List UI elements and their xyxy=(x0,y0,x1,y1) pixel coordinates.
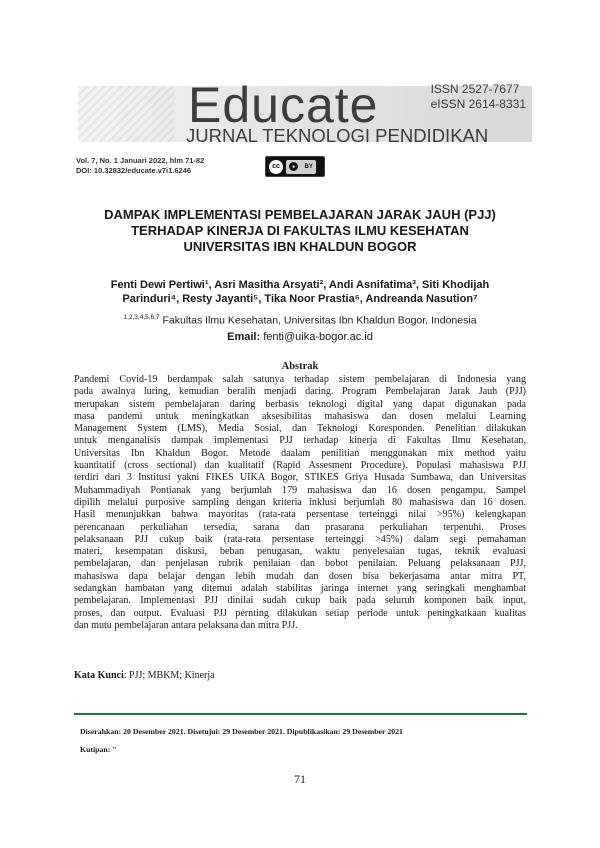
keywords xyxy=(74,669,215,682)
keywords-value: : PJJ; MBKM; Kinerja xyxy=(123,670,215,681)
keywords-label: Kata Kunci xyxy=(74,670,124,681)
abstract-line: Pandemi Covid-19 berdampak salah satunya terhadap sistem pembelajaran di Indonesia yang xyxy=(74,374,526,385)
abstract-line: terdiri dari 3 Institusi yakni FIKES UIKA Bogor, STIKES Griya Husada Sumbawa, dan Universitas xyxy=(74,472,526,484)
issn-block xyxy=(431,82,526,112)
journal-subtitle: JURNAL TEKNOLOGI PENDIDIKAN xyxy=(186,125,489,146)
author-list xyxy=(70,278,530,306)
abstract-line: Management System (LMS), Media Sosial, dan Teknologi Koresponden. Penelitian dilakukan xyxy=(74,423,526,435)
abstract-line: Universitas Ibn Khaldun Bogor. Metode daalam penilitian menggunakan mix method yaitu xyxy=(74,447,526,459)
abstract-body xyxy=(74,374,526,632)
abstract-line: Muhammadiyah Pontianak yang berjumlah 179 mahasiswa dan 16 dosen pengampu. Sampel xyxy=(74,484,526,496)
by-label: BY xyxy=(304,163,313,170)
person-icon: ● xyxy=(289,162,298,171)
author-line: Fenti Dewi Pertiwi¹, Asri Masitha Arsyati², Andi Asnifatima³, Siti Khodijah xyxy=(110,279,490,291)
abstract-line: pada awalnya luring, kemudian beralih menjadi daring. Program Pembelajaran Jarak Jauh (PJJ) xyxy=(74,386,526,398)
email-label: Email: xyxy=(227,331,261,343)
abstract-line: dipilih melalui purposive sampling dengan kriteria inklusi berjumlah 80 mahasiswa dan 16 dosen. xyxy=(74,496,526,508)
abstract-line: kuantitatif (cross sectional) dan kualitatif (Rapid Assesment Procedure). Populasi mahasiswa PJJ xyxy=(74,460,526,472)
abstract-line: masa pandemi untuk meningkatkan aksesibilitas mahasiswa dan dosen melalui Learning xyxy=(74,410,526,422)
abstract-line: dan mutu pembelajaran antara pelaksana dan mitra PJJ. xyxy=(74,619,298,631)
affiliation xyxy=(60,311,540,328)
email-address[interactable]: fenti@uika-bogor.ac.id xyxy=(260,331,373,343)
affiliation-markers: 1,2,3,4,5,6,7 xyxy=(123,314,160,321)
citation-line: Kutipan: " xyxy=(80,745,117,754)
doi-link[interactable]: DOI: 10.32832/educate.v7i1.6246 xyxy=(76,166,192,175)
page-number: 71 xyxy=(294,772,306,786)
author-line: Parinduri⁴, Resty Jayanti⁵, Tika Noor Prastia⁶, Andreanda Nasution⁷ xyxy=(122,293,478,305)
abstract-line: sedangkan hambatan yang ditemui adalah stabilitas jaringa internet yang seringkali menghambat xyxy=(74,583,526,595)
eissn: eISSN 2614-8331 xyxy=(430,97,526,111)
journal-masthead xyxy=(78,77,532,148)
title-line: TERHADAP KINERJA DI FAKULTAS ILMU KESEHATAN xyxy=(131,223,469,238)
abstract-line: pelaksanaan PJJ cukup baik (rata-rata persentase terteinggi >45%) dalam segi pemahaman xyxy=(74,533,526,545)
issn: ISSN 2527-7677 xyxy=(430,82,520,96)
cc-logo: cc xyxy=(269,160,283,174)
cc-by-license-icon[interactable] xyxy=(265,156,325,177)
affiliation-text: Fakultas Ilmu Kesehatan, Universitas Ibn Khaldun Bogor, Indonesia xyxy=(159,314,477,327)
submission-dates: Diserahkan: 20 Desember 2021. Disetujui: 29 Desember 2021. Dipublikasikan: 29 Desember 2021 xyxy=(80,727,403,736)
abstract-line: perencanaan perkuliahan tersedia, sarana dan prasarana perkuliahan terpenuhi. Proses xyxy=(74,521,526,533)
masthead-texture xyxy=(78,86,174,142)
abstract-line: materi, kesempatan diskusi, beban penugasan, waktu penyelesaian tugas, teknik evaluasi xyxy=(74,546,526,558)
abstract-line: untuk menganalisis dampak implementasi PJJ terhadap kinerja di Fakultas Ilmu Kesehatan, xyxy=(74,435,526,447)
volume-info: Vol. 7, No. 1 Januari 2022, hlm 71-82 xyxy=(76,156,205,165)
footer-divider xyxy=(74,713,527,715)
by-attribution xyxy=(286,160,316,174)
title-line: UNIVERSITAS IBN KHALDUN BOGOR xyxy=(183,239,417,254)
abstract-heading: Abstrak xyxy=(281,361,319,372)
title-line: DAMPAK IMPLEMENTASI PEMBELAJARAN JARAK JAUH (PJJ) xyxy=(104,207,496,222)
journal-title: Educate xyxy=(188,77,379,133)
abstract-line: pembelajaran. Implementasi PJJ dinilai sudah cukup baik pada seluruh komponen baik input, xyxy=(74,595,526,607)
abstract-line: pembelajaran, dan penjelasan rubrik penilaian dan bobot penilaian. Peluang pelaksanaan PJJ, xyxy=(74,558,526,570)
abstract-line: Hasil menunjukkan bahwa mayoritas (rata-rata persentase terteinggi nilai >95%) kelengkapan xyxy=(74,509,526,521)
contact-email xyxy=(60,330,540,344)
abstract-line: proses, dan output. Evaluasi PJJ pernting dilakukan setiap periode untuk peningkatkaan kualitas xyxy=(74,607,526,619)
abstract-line: mahasiswa dapa belajar dengan lebih mudah dan dosen bisa bekerjasama antar mitra PT, xyxy=(74,570,526,582)
article-title xyxy=(60,207,540,255)
abstract-line: merupakan sistem pembelajaran daring berbasis teknologi digital yang dapat digunakan pada xyxy=(74,398,526,410)
